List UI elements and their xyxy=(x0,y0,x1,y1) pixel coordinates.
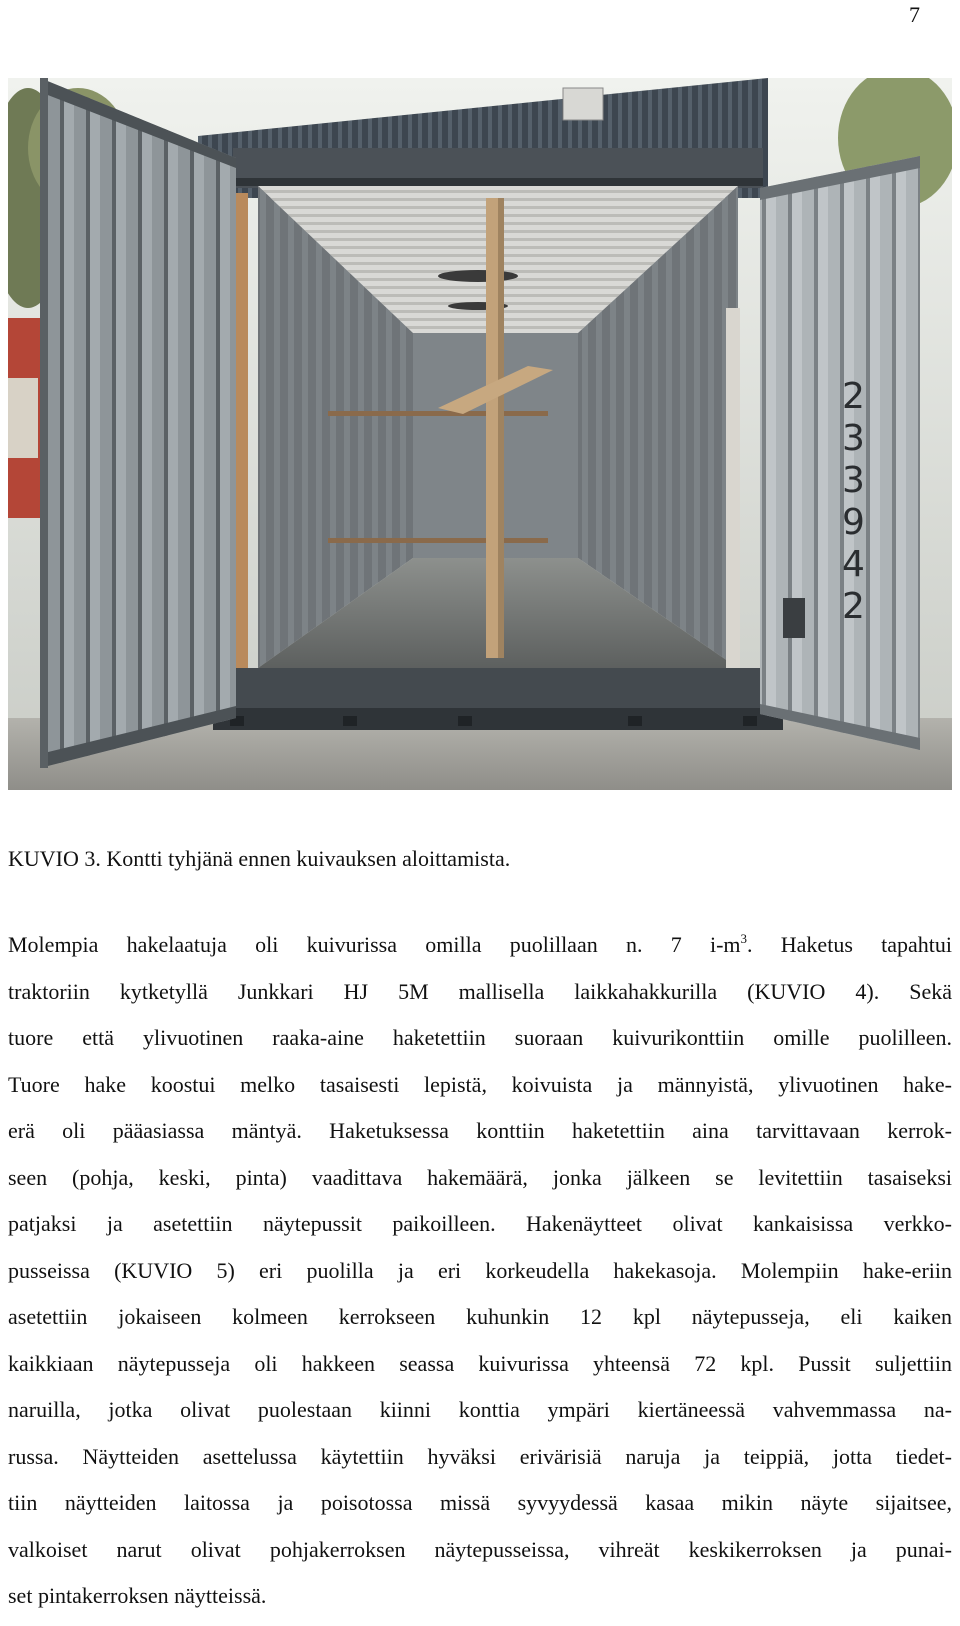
paragraph-line: Molempia hakelaatuja oli kuivurissa omilla puolillaan n. 7 $i-m^3$. Haketus tapahtui xyxy=(8,931,952,957)
container-photo xyxy=(8,78,952,790)
paragraph-line: set pintakerroksen näytteissä. xyxy=(8,1583,267,1608)
superscript: 3 xyxy=(740,931,748,946)
figure-caption: KUVIO 3. Kontti tyhjänä ennen kuivauksen aloittamista. xyxy=(8,846,511,871)
paragraph-line: seen (pohja, keski, pinta) vaadittava hakemäärä, jonka jälkeen se levitettiin tasaiseksi xyxy=(8,1164,952,1190)
paragraph-line: Tuore hake koostui melko tasaisesti lepistä, koivuista ja männyistä, ylivuotinen hake- xyxy=(8,1071,952,1097)
body-paragraph xyxy=(8,922,952,1620)
paragraph-line: pusseissa (KUVIO 5) eri puolilla ja eri korkeudella hakekasoja. Molempiin hake-eriin xyxy=(8,1257,952,1283)
container-number-digit: 3 xyxy=(842,418,865,459)
paragraph-line: tiin näytteiden laitossa ja poisotossa missä syvyydessä kasaa mikin näyte sijaitsee, xyxy=(8,1490,952,1515)
page-number: 7 xyxy=(909,2,920,27)
container-number-digit: 9 xyxy=(842,502,865,543)
container-number-digit: 2 xyxy=(842,376,865,417)
paragraph-line: naruilla, jotka olivat puolestaan kiinni konttia ympäri kiertäneessä vahvemmassa na- xyxy=(8,1397,952,1422)
paragraph-line: tuore että ylivuotinen raaka-aine haketettiin suoraan kuivurikonttiin omille puolilleen. xyxy=(8,1025,952,1050)
paragraph-line: asetettiin jokaiseen kolmeen kerrokseen kuhunkin 12 kpl näytepusseja, eli kaiken xyxy=(8,1304,952,1329)
container-number xyxy=(842,376,865,627)
paragraph-line: traktoriin kytketyllä Junkkari HJ 5M mallisella laikkahakkurilla (KUVIO 4). Sekä xyxy=(8,978,952,1004)
container-number-digit: 2 xyxy=(842,586,865,627)
paragraph-line: kaikkiaan näytepusseja oli hakkeen seassa kuivurissa yhteensä 72 kpl. Pussit suljettiin xyxy=(8,1350,952,1376)
paragraph-line: russa. Näytteiden asettelussa käytettiin hyväksi erivärisiä naruja ja teippiä, jotta tiedet- xyxy=(8,1443,952,1469)
container-number-digit: 4 xyxy=(842,544,865,585)
paragraph-line: valkoiset narut olivat pohjakerroksen näytepusseissa, vihreät keskikerroksen ja punai- xyxy=(8,1536,952,1562)
paragraph-line: patjaksi ja asetettiin näytepussit paikoilleen. Hakenäytteet olivat kankaisissa verkko- xyxy=(8,1211,952,1236)
paragraph-line: erä oli pääasiassa mäntyä. Haketuksessa konttiin haketettiin aina tarvittavaan kerrok- xyxy=(8,1118,952,1143)
container-number-digit: 3 xyxy=(842,460,865,501)
